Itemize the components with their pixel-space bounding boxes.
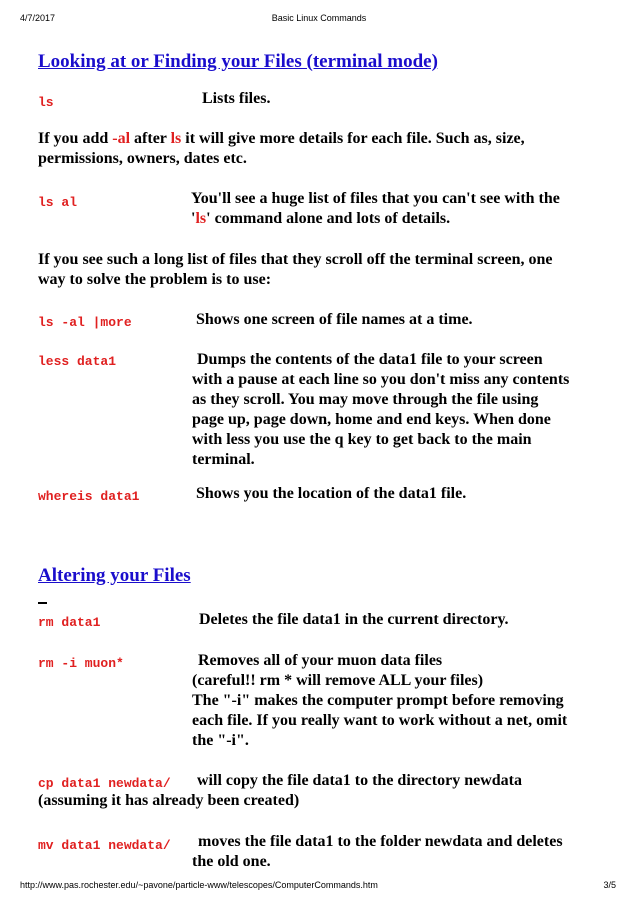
paragraph-add-al xyxy=(38,129,525,169)
text: ' command alone and lots of details. xyxy=(206,210,451,227)
description-line: Dumps the contents of the data1 file to your screen xyxy=(197,351,543,368)
text: ' xyxy=(191,210,196,227)
text: after xyxy=(130,130,171,147)
command-less: less data1 xyxy=(38,354,117,369)
description-rm: Deletes the file data1 in the current directory. xyxy=(199,611,509,628)
description-line: each file. If you really want to work without a net, omit xyxy=(192,712,568,729)
paragraph-line: If you see such a long list of files that they scroll off the terminal screen, one xyxy=(38,251,553,268)
inline-command: ls xyxy=(195,210,207,227)
inline-command: ls xyxy=(170,130,182,147)
command-ls-al-more: ls -al |more xyxy=(38,315,132,330)
description-ls: Lists files. xyxy=(202,90,271,107)
description-line xyxy=(191,209,560,229)
section-heading-finding-files[interactable]: Looking at or Finding your Files (terminal mode) xyxy=(38,51,438,72)
description-ls-al xyxy=(191,189,560,229)
description-line: terminal. xyxy=(192,451,255,468)
description-line: as they scroll. You may move through the file using xyxy=(192,391,539,408)
description-line: page up, page down, home and end keys. When done xyxy=(192,411,551,428)
command-cp: cp data1 newdata/ xyxy=(38,776,171,791)
paragraph-line: permissions, owners, dates etc. xyxy=(38,150,247,167)
command-whereis: whereis data1 xyxy=(38,489,140,504)
description-line: moves the file data1 to the folder newdata and deletes xyxy=(198,833,563,850)
command-ls-al: ls al xyxy=(38,195,78,210)
description-cp: will copy the file data1 to the directory newdata xyxy=(197,772,522,789)
page-number: 3/5 xyxy=(603,880,616,890)
description-line: (careful!! rm * will remove ALL your files) xyxy=(192,672,484,689)
source-url[interactable]: http://www.pas.rochester.edu/~pavone/particle-www/telescopes/ComputerCommands.htm xyxy=(20,880,378,890)
command-ls: ls xyxy=(38,95,54,110)
description-line: with a pause at each line so you don't miss any contents xyxy=(192,371,570,388)
description-rm-i xyxy=(192,651,567,751)
description-whereis: Shows you the location of the data1 file. xyxy=(196,485,467,502)
description-more: Shows one screen of file names at a time. xyxy=(196,311,473,328)
description-line: The "-i" makes the computer prompt before removing xyxy=(192,692,564,709)
text: If you add xyxy=(38,130,113,147)
description-line: Removes all of your muon data files xyxy=(198,652,443,669)
paragraph-line: way to solve the problem is to use: xyxy=(38,271,272,288)
text: it will give more details for each file. Such as, size, xyxy=(181,130,525,147)
paragraph-long-list xyxy=(38,250,552,290)
description-line: You'll see a huge list of files that you can't see with the xyxy=(191,190,560,207)
document-title: Basic Linux Commands xyxy=(271,13,367,23)
description-line: with less you use the q key to get back to the main xyxy=(192,431,532,448)
description-line: the old one. xyxy=(192,853,271,870)
section-heading-altering-files[interactable]: Altering your Files xyxy=(38,565,191,586)
command-mv: mv data1 newdata/ xyxy=(38,838,171,853)
inline-command: -al xyxy=(112,130,131,147)
description-cp-continued: (assuming it has already been created) xyxy=(38,792,300,809)
divider-mark xyxy=(38,602,47,604)
paragraph-line xyxy=(38,129,525,149)
description-less xyxy=(192,350,569,470)
command-rm: rm data1 xyxy=(38,615,101,630)
description-line: the "-i". xyxy=(192,732,249,749)
description-mv xyxy=(192,832,563,872)
print-date: 4/7/2017 xyxy=(20,13,56,23)
command-rm-i: rm -i muon* xyxy=(38,656,124,671)
